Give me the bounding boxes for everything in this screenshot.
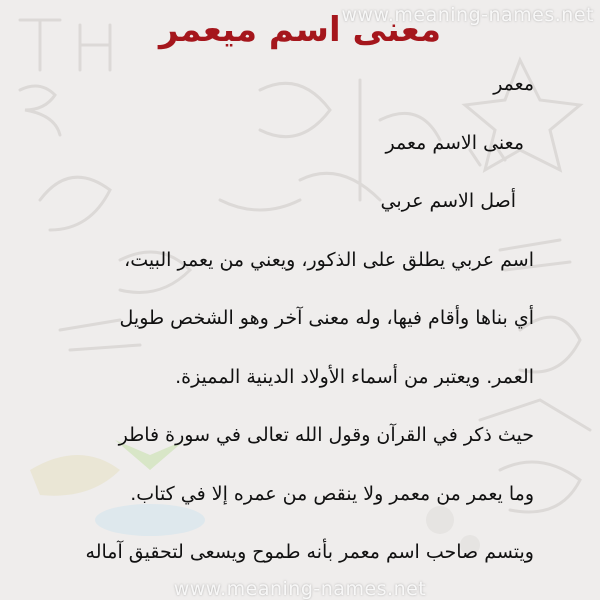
meaning-text xyxy=(24,66,534,593)
text-line: حيث ذكر في القرآن وقول الله تعالى في سورة فاطر xyxy=(118,424,534,446)
text-line: اسم عربي يطلق على الذكور، ويعني من يعمر البيت، xyxy=(124,248,534,271)
text-line: العمر. ويعتبر من أسماء الأولاد الدينية المميزة. xyxy=(175,365,534,388)
page-title: معنى اسم ميعمر xyxy=(158,10,441,50)
text-line: معنى الاسم معمر xyxy=(385,131,524,154)
text-line: أي بناها وأقام فيها، وله معنى آخر وهو الشخص طويل xyxy=(119,307,534,329)
text-line: معمر xyxy=(493,73,534,95)
text-line: أصل الاسم عربي xyxy=(380,190,516,212)
watermark-bottom: www.meaning-names.net xyxy=(173,578,427,600)
text-line: وما يعمر من معمر ولا ينقص من عمره إلا في كتاب. xyxy=(130,482,534,505)
text-line: ويتسم صاحب اسم معمر بأنه طموح ويسعى لتحقيق آماله xyxy=(85,541,534,563)
watermark-top: www.meaning-names.net xyxy=(341,4,594,26)
